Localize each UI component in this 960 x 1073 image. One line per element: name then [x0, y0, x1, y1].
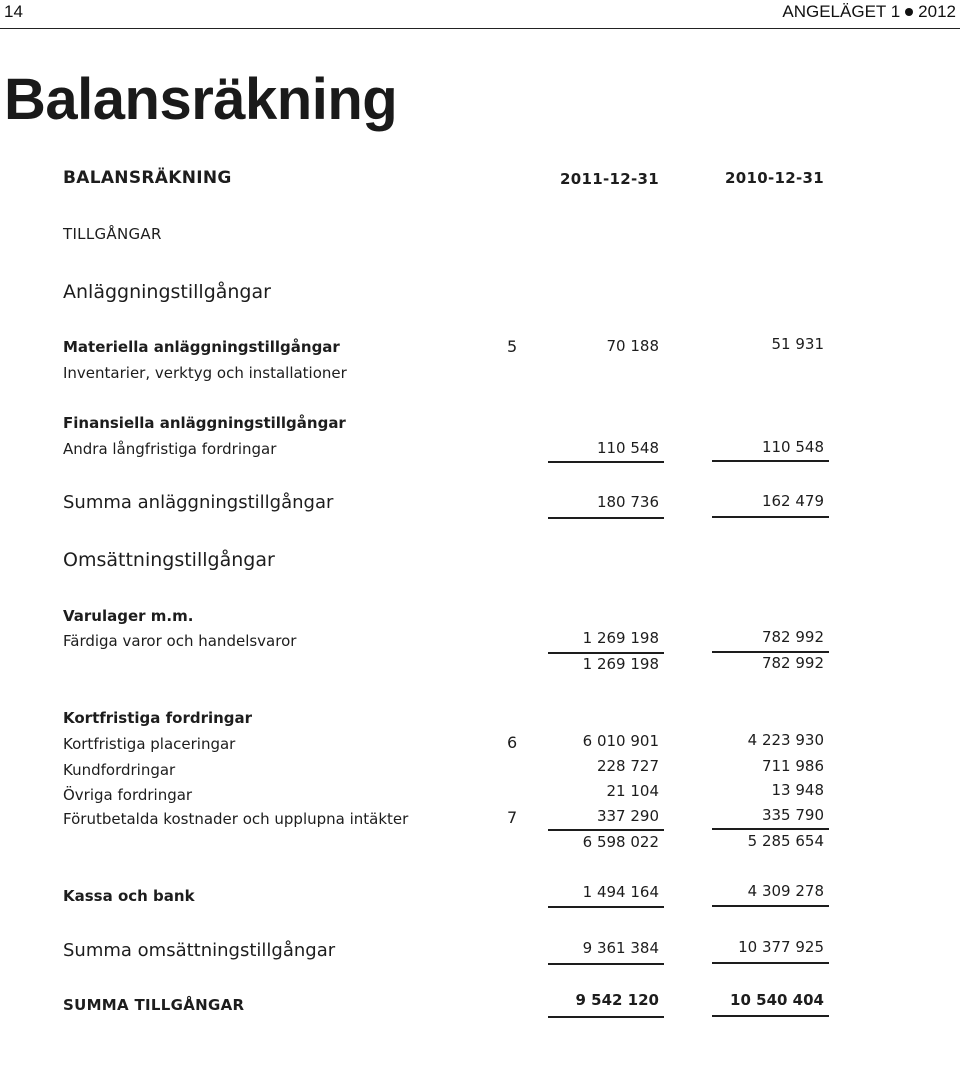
sheet-heading: BALANSRÄKNING — [63, 168, 232, 188]
sum-assets-value-2011: 9 542 120 — [575, 991, 659, 1009]
financial-value-2010: 110 548 — [761, 438, 824, 456]
receivable-row-value-2010: 711 986 — [761, 757, 824, 775]
underline — [548, 1016, 664, 1018]
column-header-2011: 2011-12-31 — [560, 170, 659, 188]
underline — [548, 461, 664, 463]
underline — [548, 829, 664, 831]
assets-heading: TILLGÅNGAR — [63, 225, 162, 243]
receivables-total-2010: 5 285 654 — [747, 832, 824, 850]
financial-sub-label: Andra långfristiga fordringar — [63, 440, 277, 458]
underline — [712, 651, 829, 653]
receivable-row-value-2010: 4 223 930 — [747, 731, 824, 749]
underline — [712, 1015, 829, 1017]
receivable-row-value-2010: 335 790 — [761, 806, 824, 824]
publication-label — [782, 2, 956, 22]
underline — [712, 516, 829, 518]
bullet-icon — [905, 8, 913, 16]
receivable-row-label: Förutbetalda kostnader och upplupna intäkter — [63, 810, 409, 828]
financial-value-2011: 110 548 — [596, 439, 659, 457]
tangible-note: 5 — [507, 337, 518, 356]
underline — [548, 963, 664, 965]
sum-current-value-2011: 9 361 384 — [582, 939, 659, 957]
receivable-row-note: 6 — [507, 733, 518, 752]
receivable-row-label: Övriga fordringar — [63, 786, 193, 804]
receivable-row-value-2011: 228 727 — [596, 757, 659, 775]
sum-fixed-assets-label: Summa anläggningstillgångar — [63, 492, 334, 513]
underline — [548, 906, 664, 908]
receivables-label: Kortfristiga fordringar — [63, 709, 253, 727]
page-header — [0, 0, 960, 29]
inventory-sub-label: Färdiga varor och handelsvaror — [63, 632, 297, 650]
tangible-assets-label: Materiella anläggningstillgångar — [63, 338, 340, 356]
receivables-total-2011: 6 598 022 — [582, 833, 659, 851]
receivable-row-value-2010: 13 948 — [771, 781, 824, 799]
receivable-row-label: Kundfordringar — [63, 761, 176, 779]
receivable-row-value-2011: 21 104 — [606, 782, 659, 800]
cash-value-2010: 4 309 278 — [747, 882, 824, 900]
page-title: Balansräkning — [4, 67, 398, 132]
receivable-row-note: 7 — [507, 808, 518, 827]
underline — [548, 517, 664, 519]
inventory-label: Varulager m.m. — [63, 607, 194, 625]
column-header-2010: 2010-12-31 — [725, 169, 824, 187]
underline — [712, 460, 829, 462]
underline — [712, 905, 829, 907]
sum-fixed-value-2010: 162 479 — [761, 492, 824, 510]
underline — [548, 652, 664, 654]
page-number: 14 — [4, 2, 23, 21]
tangible-sub-label: Inventarier, verktyg och installationer — [63, 364, 347, 382]
receivable-row-label: Kortfristiga placeringar — [63, 735, 236, 753]
inventory-value-2010: 782 992 — [761, 628, 824, 646]
underline — [712, 962, 829, 964]
inventory-total-2011: 1 269 198 — [582, 655, 659, 673]
sum-current-assets-label: Summa omsättningstillgångar — [63, 940, 336, 961]
financial-assets-label: Finansiella anläggningstillgångar — [63, 414, 346, 432]
sum-fixed-value-2011: 180 736 — [596, 493, 659, 511]
underline — [712, 828, 829, 830]
publication-name: ANGELÄGET 1 — [782, 2, 901, 21]
sum-assets-value-2010: 10 540 404 — [730, 991, 824, 1009]
inventory-value-2011: 1 269 198 — [582, 629, 659, 647]
fixed-assets-heading: Anläggningstillgångar — [63, 281, 271, 303]
receivable-row-value-2011: 337 290 — [596, 807, 659, 825]
current-assets-heading: Omsättningstillgångar — [63, 549, 275, 571]
cash-label: Kassa och bank — [63, 887, 195, 905]
tangible-value-2010: 51 931 — [771, 335, 824, 353]
tangible-value-2011: 70 188 — [606, 337, 659, 355]
sum-current-value-2010: 10 377 925 — [738, 938, 824, 956]
cash-value-2011: 1 494 164 — [582, 883, 659, 901]
inventory-total-2010: 782 992 — [761, 654, 824, 672]
publication-year: 2012 — [918, 2, 956, 21]
sum-assets-label: SUMMA TILLGÅNGAR — [63, 996, 245, 1014]
receivable-row-value-2011: 6 010 901 — [582, 732, 659, 750]
